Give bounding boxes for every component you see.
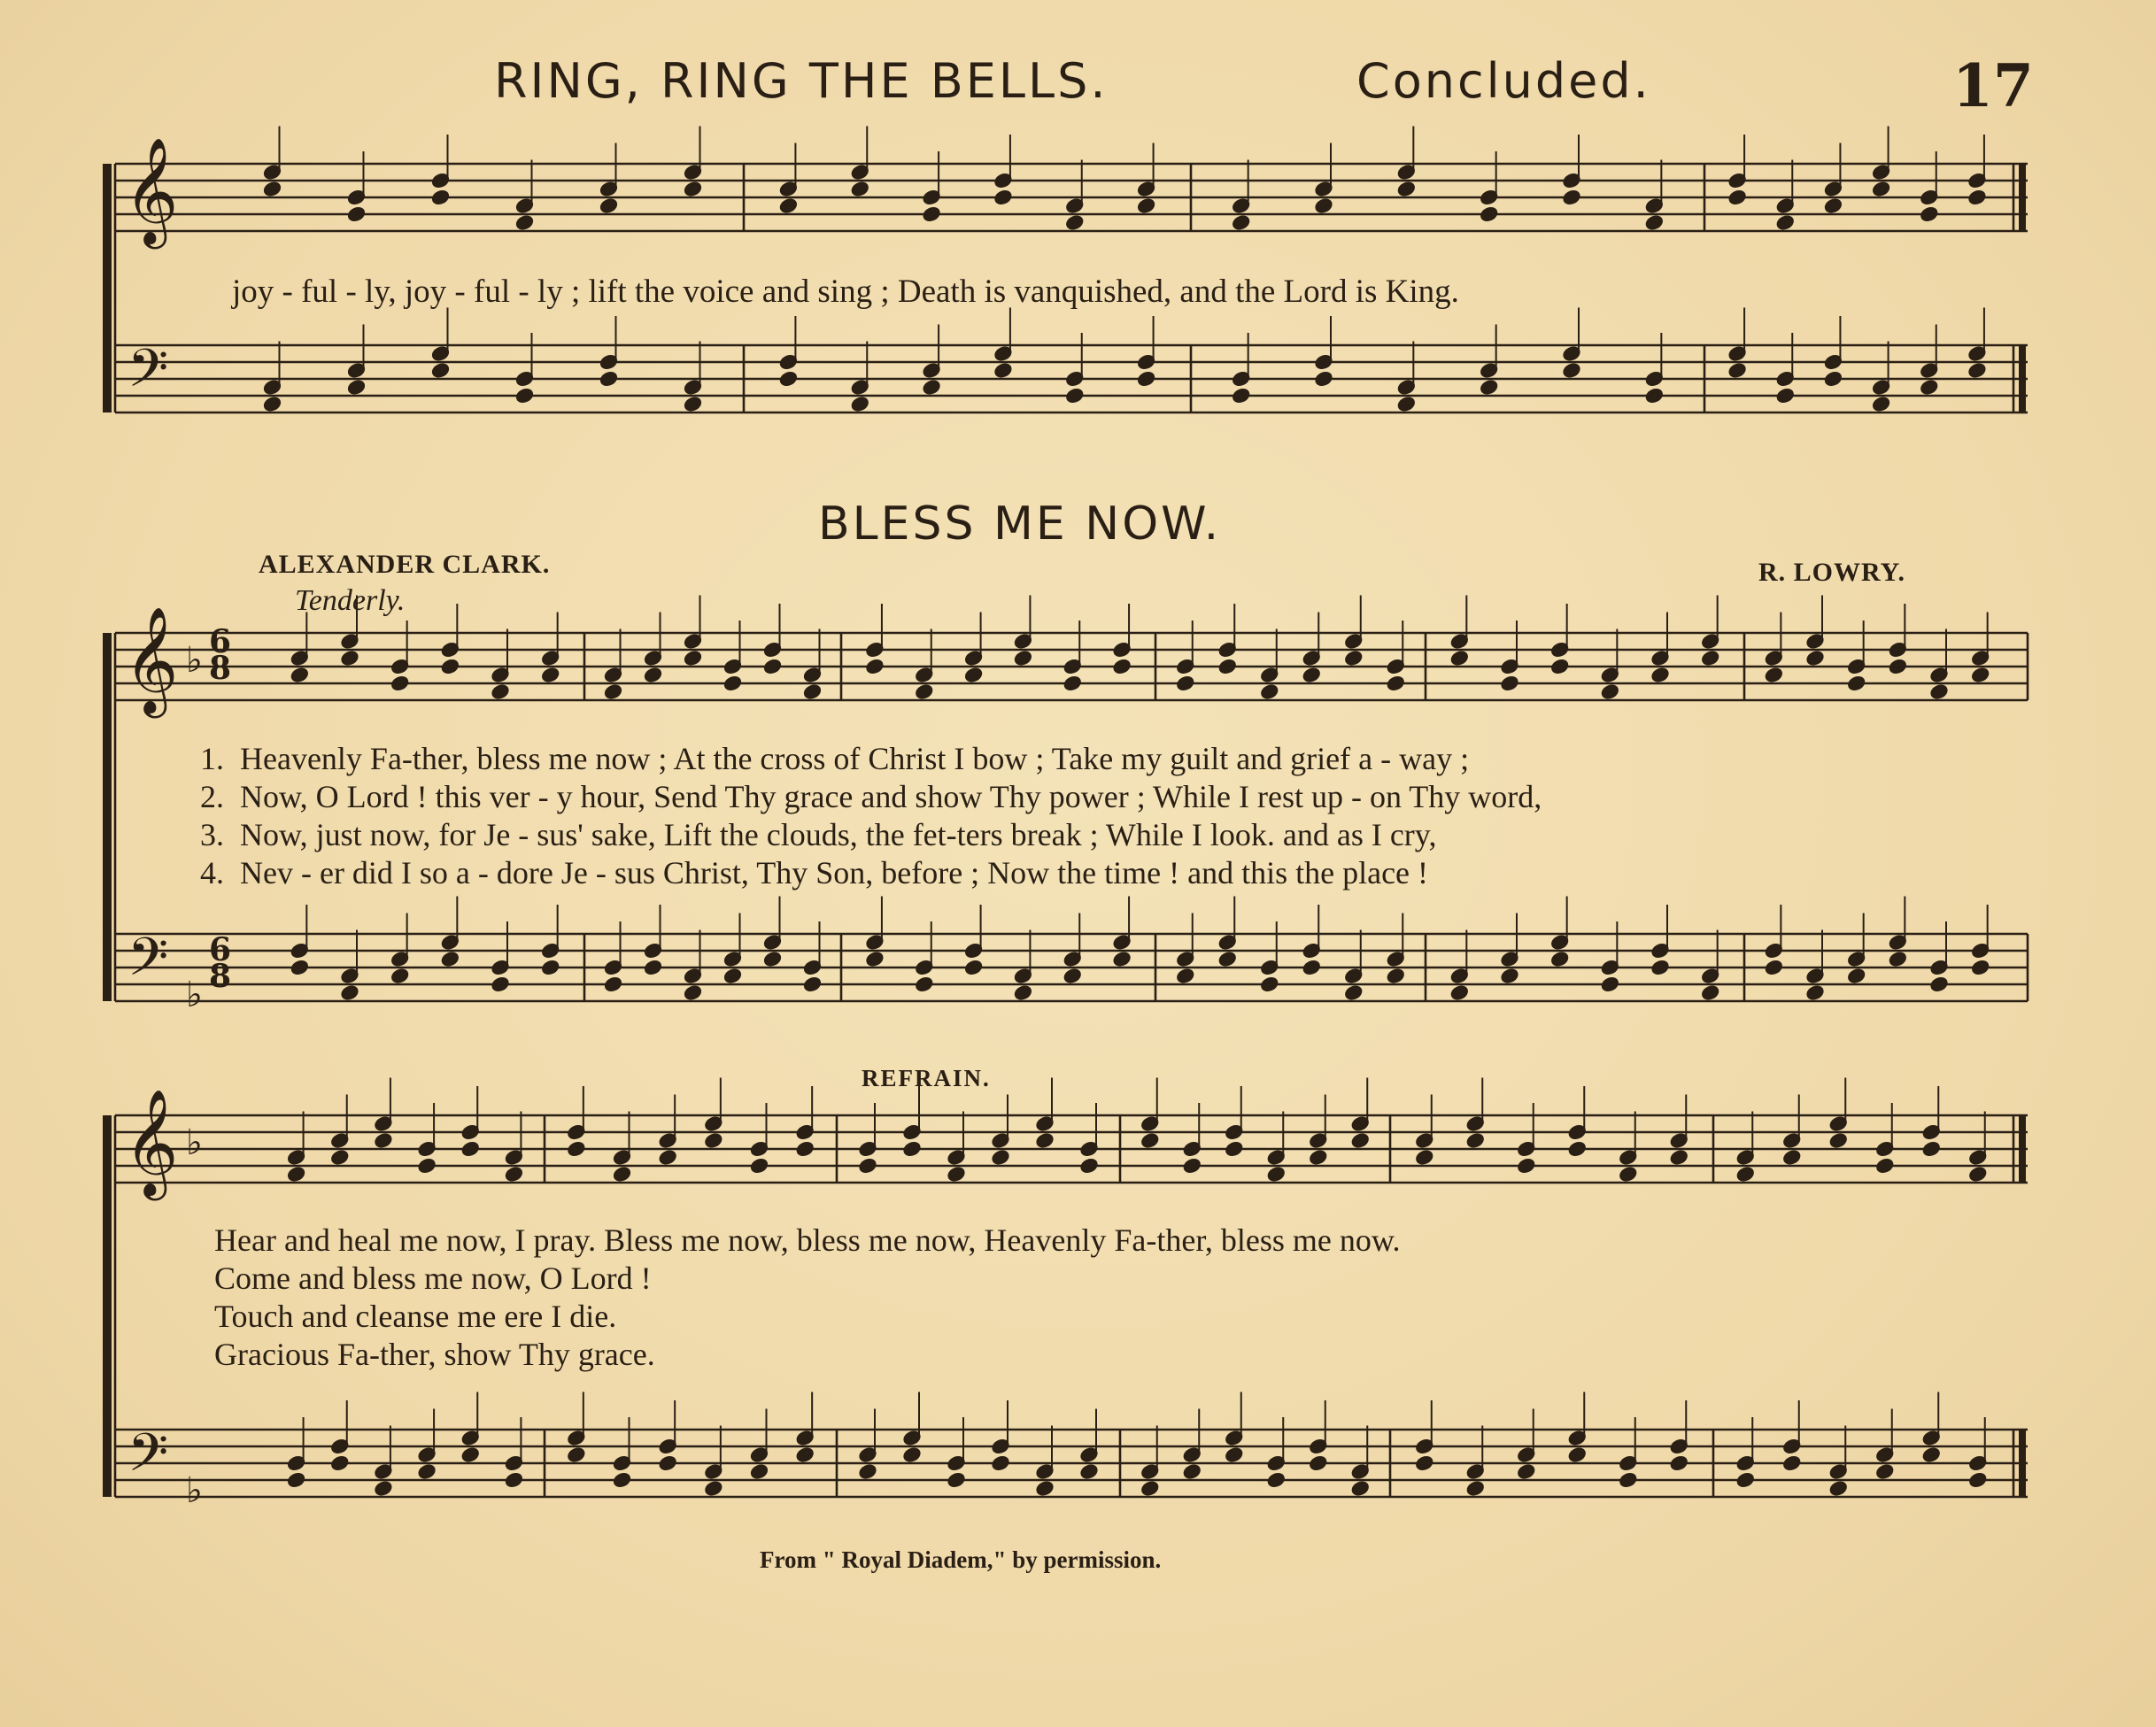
notehead: [460, 1140, 480, 1157]
notehead: [902, 1140, 922, 1157]
notehead: [684, 650, 703, 667]
final-barline-thick: [2019, 164, 2026, 231]
notehead: [1824, 370, 1843, 387]
notehead: [1500, 968, 1519, 984]
notehead: [1465, 1480, 1485, 1497]
notehead: [1063, 968, 1082, 984]
notehead: [850, 181, 869, 197]
notehead: [750, 1157, 769, 1174]
notehead: [795, 1446, 815, 1463]
notehead: [964, 667, 984, 683]
notehead: [613, 1471, 632, 1488]
notehead: [1727, 189, 1747, 205]
verse-2: 2. Now, O Lord ! this ver - y hour, Send Thy grace and show Thy power ; While I rest up - on Thy word,: [200, 779, 1542, 814]
notehead: [1824, 197, 1843, 214]
notehead: [947, 1166, 966, 1183]
notehead: [1217, 658, 1237, 675]
notehead: [991, 1454, 1010, 1471]
notehead: [723, 968, 743, 984]
notehead: [763, 951, 783, 968]
notehead: [684, 181, 703, 197]
refrain-line-3: Touch and cleanse me ere I die.: [214, 1299, 617, 1334]
notehead: [1065, 387, 1085, 404]
notehead: [1182, 1463, 1202, 1480]
notehead: [1350, 1132, 1370, 1149]
hymn-title: BLESS ME NOW.: [818, 497, 1222, 551]
notehead: [1225, 1446, 1244, 1463]
notehead: [390, 968, 410, 984]
notehead: [1929, 683, 1949, 700]
notehead: [1875, 1463, 1895, 1480]
notehead: [684, 396, 703, 412]
notehead: [704, 1480, 723, 1497]
notehead: [604, 683, 623, 700]
footer-credit: From " Royal Diadem," by permission.: [760, 1546, 1162, 1573]
notehead: [374, 1132, 393, 1149]
notehead: [858, 1463, 877, 1480]
notehead: [491, 683, 510, 700]
notehead: [1600, 975, 1619, 992]
notehead: [1014, 650, 1033, 667]
notehead: [1309, 1149, 1328, 1166]
notehead: [1396, 181, 1416, 197]
notehead: [1225, 1140, 1244, 1157]
notehead: [902, 1446, 922, 1463]
notehead: [515, 214, 535, 231]
system-brace: [103, 633, 112, 1001]
notehead: [964, 959, 984, 975]
notehead: [567, 1140, 586, 1157]
notehead: [1701, 984, 1720, 1001]
notehead: [1567, 1140, 1587, 1157]
notehead: [1260, 975, 1279, 992]
notehead: [1735, 1471, 1755, 1488]
notehead: [1309, 1454, 1328, 1471]
notehead: [658, 1454, 677, 1471]
notehead: [1967, 362, 1987, 379]
notehead: [1920, 379, 1939, 396]
notehead: [541, 667, 560, 683]
notehead: [922, 379, 941, 396]
flat-key-signature-icon: ♭: [186, 975, 203, 1015]
notehead: [723, 675, 743, 691]
notehead: [915, 683, 934, 700]
notehead: [347, 379, 367, 396]
notehead: [993, 189, 1013, 205]
notehead: [644, 667, 663, 683]
notehead: [287, 1166, 306, 1183]
notehead: [1350, 1480, 1370, 1497]
notehead: [567, 1446, 586, 1463]
refrain-line-1: Hear and heal me now, I pray. Bless me now, bless me now, Heavenly Fa-ther, bless me now.: [214, 1222, 1401, 1258]
notehead: [1344, 984, 1364, 1001]
notehead: [390, 675, 410, 691]
notehead: [1921, 1446, 1941, 1463]
notehead: [374, 1480, 393, 1497]
hymn-author: ALEXANDER CLARK.: [259, 550, 551, 579]
notehead: [803, 975, 823, 992]
notehead: [1562, 189, 1581, 205]
notehead: [1567, 1446, 1587, 1463]
notehead: [1065, 214, 1085, 231]
notehead: [1137, 197, 1156, 214]
notehead: [1112, 951, 1132, 968]
notehead: [599, 370, 619, 387]
page-number: 17: [1952, 51, 2034, 120]
notehead: [505, 1471, 524, 1488]
verse-1: 1. Heavenly Fa-ther, bless me now ; At the cross of Christ I bow ; Take my guilt and grief a - way ;: [200, 741, 1470, 776]
treble-clef-icon: 𝄞: [124, 136, 179, 244]
notehead: [417, 1463, 437, 1480]
notehead: [1449, 984, 1469, 1001]
notehead: [1775, 214, 1795, 231]
flat-key-signature-icon: ♭: [186, 640, 203, 681]
notehead: [1079, 1157, 1099, 1174]
treble-clef-icon: 𝄞: [124, 1088, 179, 1196]
notehead: [1805, 650, 1825, 667]
notehead: [1971, 959, 1990, 975]
notehead: [947, 1471, 966, 1488]
flat-key-signature-icon: ♭: [186, 1122, 203, 1163]
notehead: [1035, 1132, 1055, 1149]
notehead: [1550, 951, 1570, 968]
time-signature-treble: 6 8: [209, 623, 232, 687]
notehead: [1232, 387, 1251, 404]
notehead: [704, 1132, 723, 1149]
notehead: [795, 1140, 815, 1157]
notehead: [1260, 683, 1279, 700]
tempo-marking: Tenderly.: [295, 584, 406, 617]
notehead: [750, 1463, 769, 1480]
notehead: [1968, 1166, 1988, 1183]
notehead: [541, 959, 560, 975]
notehead: [1888, 658, 1907, 675]
notehead: [858, 1157, 877, 1174]
notehead: [1600, 683, 1619, 700]
time-signature-bass: 6 8: [209, 931, 232, 995]
system-brace: [103, 164, 112, 412]
notehead: [1035, 1480, 1055, 1497]
notehead: [1182, 1157, 1202, 1174]
notehead: [1517, 1157, 1536, 1174]
notehead: [1014, 984, 1033, 1001]
notehead: [1650, 959, 1670, 975]
notehead: [1176, 968, 1195, 984]
notehead: [505, 1166, 524, 1183]
notehead: [1701, 650, 1720, 667]
notehead: [922, 205, 941, 222]
bass-clef-icon: 𝄢: [128, 926, 169, 1000]
ring-bells-lyrics: joy - ful - ly, joy - ful - ly ; lift the voice and sing ; Death is vanquished, and the Lord is King.: [232, 274, 1459, 310]
notehead: [1929, 975, 1949, 992]
refrain-label: REFRAIN.: [862, 1065, 991, 1091]
notehead: [431, 362, 451, 379]
notehead: [1517, 1463, 1536, 1480]
notehead: [1176, 675, 1195, 691]
notehead: [1137, 370, 1156, 387]
notehead: [1764, 667, 1783, 683]
notehead: [1968, 1471, 1988, 1488]
notehead: [1232, 214, 1251, 231]
notehead: [1619, 1471, 1638, 1488]
notehead: [287, 1471, 306, 1488]
system-brace: [103, 1115, 112, 1497]
notehead: [1920, 205, 1939, 222]
notehead: [290, 959, 309, 975]
notehead: [865, 951, 885, 968]
notehead: [1644, 214, 1664, 231]
notehead: [684, 984, 703, 1001]
notehead: [803, 683, 823, 700]
notehead: [515, 387, 535, 404]
final-barline-thick: [2019, 1430, 2026, 1497]
notehead: [1967, 189, 1987, 205]
notehead: [779, 197, 799, 214]
notehead: [1828, 1480, 1848, 1497]
concluded-label: Concluded.: [1356, 53, 1651, 109]
notehead: [1500, 675, 1519, 691]
notehead: [1872, 396, 1891, 412]
notehead: [1465, 1132, 1485, 1149]
notehead: [460, 1446, 480, 1463]
notehead: [1386, 968, 1405, 984]
notehead: [1782, 1454, 1802, 1471]
notehead: [993, 362, 1013, 379]
notehead: [644, 959, 663, 975]
refrain-line-2: Come and bless me now, O Lord !: [214, 1261, 652, 1296]
notehead: [1735, 1166, 1755, 1183]
notehead: [1805, 984, 1825, 1001]
notehead: [263, 181, 282, 197]
notehead: [1079, 1463, 1099, 1480]
hymn-composer: R. LOWRY.: [1758, 558, 1906, 587]
notehead: [613, 1166, 632, 1183]
notehead: [1562, 362, 1581, 379]
notehead: [1386, 675, 1405, 691]
final-barline-thick: [2019, 1115, 2026, 1183]
notehead: [658, 1149, 677, 1166]
notehead: [1314, 197, 1333, 214]
notehead: [915, 975, 934, 992]
notehead: [1550, 658, 1570, 675]
notehead: [865, 658, 885, 675]
notehead: [1727, 362, 1747, 379]
notehead: [330, 1454, 350, 1471]
notehead: [1644, 387, 1664, 404]
ring-bells-title: RING, RING THE BELLS.: [494, 53, 1109, 109]
notehead: [599, 197, 619, 214]
notehead: [1314, 370, 1333, 387]
notehead: [1872, 181, 1891, 197]
notehead: [1775, 387, 1795, 404]
notehead: [440, 951, 460, 968]
notehead: [330, 1149, 350, 1166]
notehead: [1921, 1140, 1941, 1157]
notehead: [1449, 650, 1469, 667]
notehead: [1888, 951, 1907, 968]
notehead: [1063, 675, 1082, 691]
notehead: [604, 975, 623, 992]
notehead: [1140, 1480, 1160, 1497]
notehead: [763, 658, 783, 675]
notehead: [1669, 1454, 1688, 1471]
treble-clef-icon: 𝄞: [124, 605, 179, 713]
notehead: [340, 984, 359, 1001]
notehead: [1112, 658, 1132, 675]
notehead: [1619, 1166, 1638, 1183]
notehead: [1669, 1149, 1688, 1166]
notehead: [491, 975, 510, 992]
notehead: [1396, 396, 1416, 412]
notehead: [431, 189, 451, 205]
notehead: [1480, 379, 1499, 396]
notehead: [347, 205, 367, 222]
final-barline-thick: [2019, 345, 2026, 412]
notehead: [1217, 951, 1237, 968]
notehead: [263, 396, 282, 412]
notehead: [1266, 1471, 1286, 1488]
notehead: [417, 1157, 437, 1174]
verse-4: 4. Nev - er did I so a - dore Je - sus Christ, Thy Son, before ; Now the time ! and this the place !: [200, 855, 1429, 890]
notehead: [1828, 1132, 1848, 1149]
notehead: [850, 396, 869, 412]
notehead: [340, 650, 359, 667]
notehead: [1650, 667, 1670, 683]
notehead: [1415, 1149, 1434, 1166]
notehead: [1875, 1157, 1895, 1174]
notehead: [1480, 205, 1499, 222]
flat-key-signature-icon: ♭: [186, 1470, 203, 1511]
notehead: [1140, 1132, 1160, 1149]
bass-clef-icon: 𝄢: [128, 337, 169, 412]
notehead: [1847, 675, 1866, 691]
verse-3: 3. Now, just now, for Je - sus' sake, Lift the clouds, the fet-ters break ; While I look. and as I cry,: [200, 817, 1437, 852]
notehead: [1302, 959, 1321, 975]
notehead: [1415, 1454, 1434, 1471]
notehead: [290, 667, 309, 683]
notehead: [1782, 1149, 1802, 1166]
notehead: [1971, 667, 1990, 683]
notehead: [1344, 650, 1364, 667]
notehead: [1266, 1166, 1286, 1183]
refrain-line-4: Gracious Fa-ther, show Thy grace.: [214, 1337, 655, 1372]
notehead: [1764, 959, 1783, 975]
notehead: [440, 658, 460, 675]
notehead: [1847, 968, 1866, 984]
notehead: [1302, 667, 1321, 683]
notehead: [991, 1149, 1010, 1166]
notehead: [779, 370, 799, 387]
bass-clef-icon: 𝄢: [128, 1422, 169, 1496]
